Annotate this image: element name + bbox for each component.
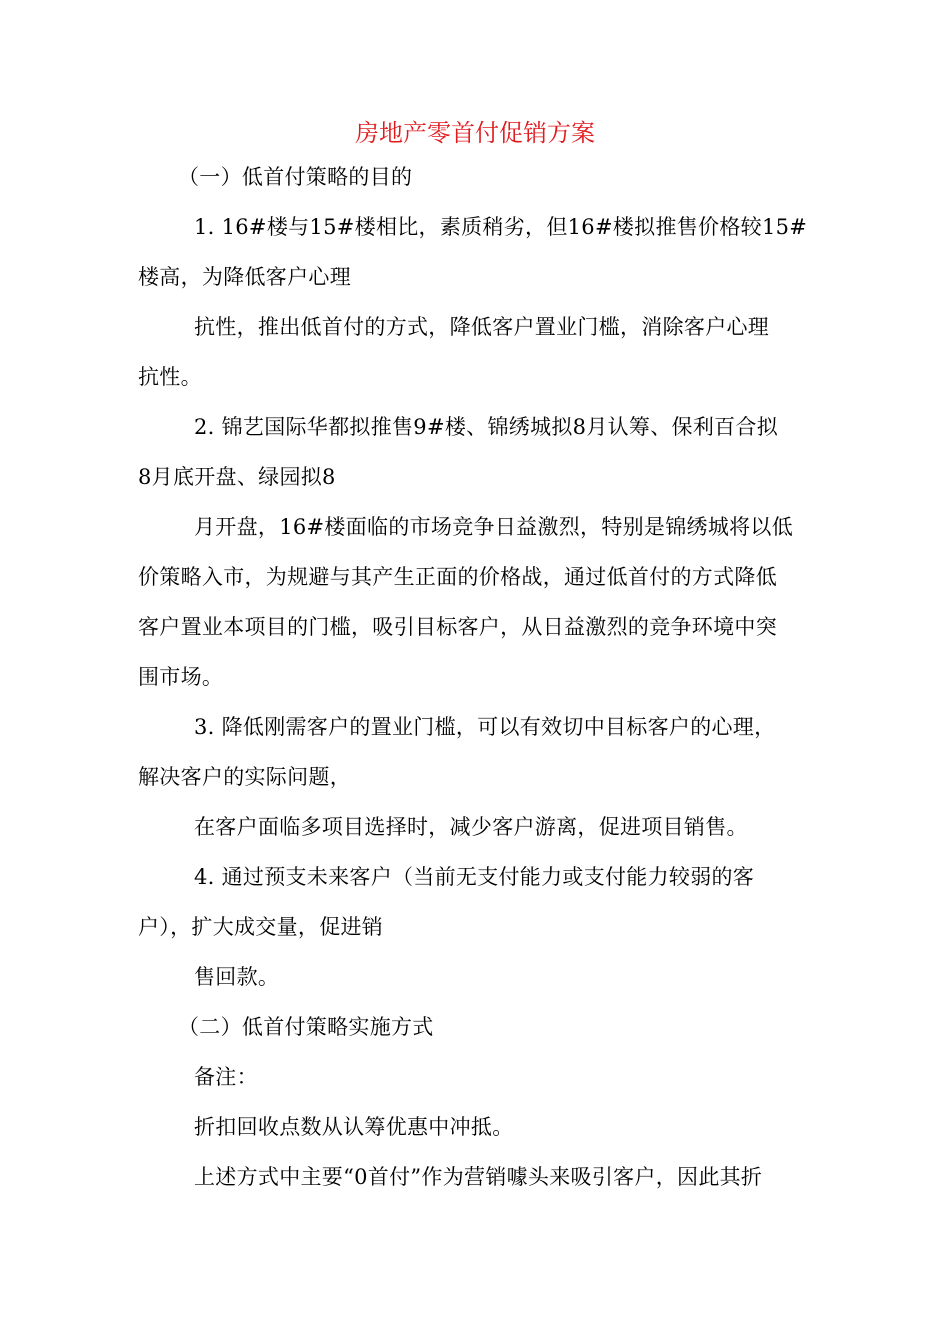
paragraph-line: 备注： bbox=[194, 1065, 258, 1089]
section-heading-1: （一）低首付策略的目的 bbox=[178, 165, 413, 189]
paragraph-line: 在客户面临多项目选择时，减少客户游离，促进项目销售。 bbox=[194, 815, 748, 839]
paragraph-line: 价策略入市，为规避与其产生正面的价格战，通过低首付的方式降低 bbox=[138, 565, 777, 589]
paragraph-line: 客户置业本项目的门槛，吸引目标客户，从日益激烈的竞争环境中突 bbox=[138, 615, 777, 639]
paragraph-line: 3. 降低刚需客户的置业门槛，可以有效切中目标客户的心理， bbox=[194, 715, 776, 739]
paragraph-line: 抗性，推出低首付的方式，降低客户置业门槛，消除客户心理 bbox=[194, 315, 770, 339]
paragraph-line: 户），扩大成交量，促进销 bbox=[138, 915, 384, 939]
paragraph-line: 4. 通过预支未来客户（当前无支付能力或支付能力较弱的客 bbox=[194, 865, 755, 889]
paragraph-line: 月开盘，16#楼面临的市场竞争日益激烈，特别是锦绣城将以低 bbox=[194, 515, 794, 539]
document-title: 房地产零首付促销方案 bbox=[355, 119, 595, 147]
paragraph-line: 售回款。 bbox=[194, 965, 280, 989]
paragraph-line: 1. 16#楼与15#楼相比，素质稍劣，但16#楼拟推售价格较15# bbox=[194, 215, 808, 239]
paragraph-line: 8月底开盘、绿园拟8 bbox=[138, 465, 336, 489]
paragraph-line: 解决客户的实际问题， bbox=[138, 765, 351, 789]
section-heading-2: （二）低首付策略实施方式 bbox=[178, 1015, 434, 1039]
paragraph-line: 楼高，为降低客户心理 bbox=[138, 265, 351, 289]
paragraph-line: 抗性。 bbox=[138, 365, 202, 389]
paragraph-line: 围市场。 bbox=[138, 665, 224, 689]
paragraph-line: 上述方式中主要“0首付”作为营销噱头来吸引客户，因此其折 bbox=[194, 1165, 763, 1189]
paragraph-line: 2. 锦艺国际华都拟推售9#楼、锦绣城拟8月认筹、保利百合拟 bbox=[194, 415, 779, 439]
paragraph-line: 折扣回收点数从认筹优惠中冲抵。 bbox=[194, 1115, 514, 1139]
